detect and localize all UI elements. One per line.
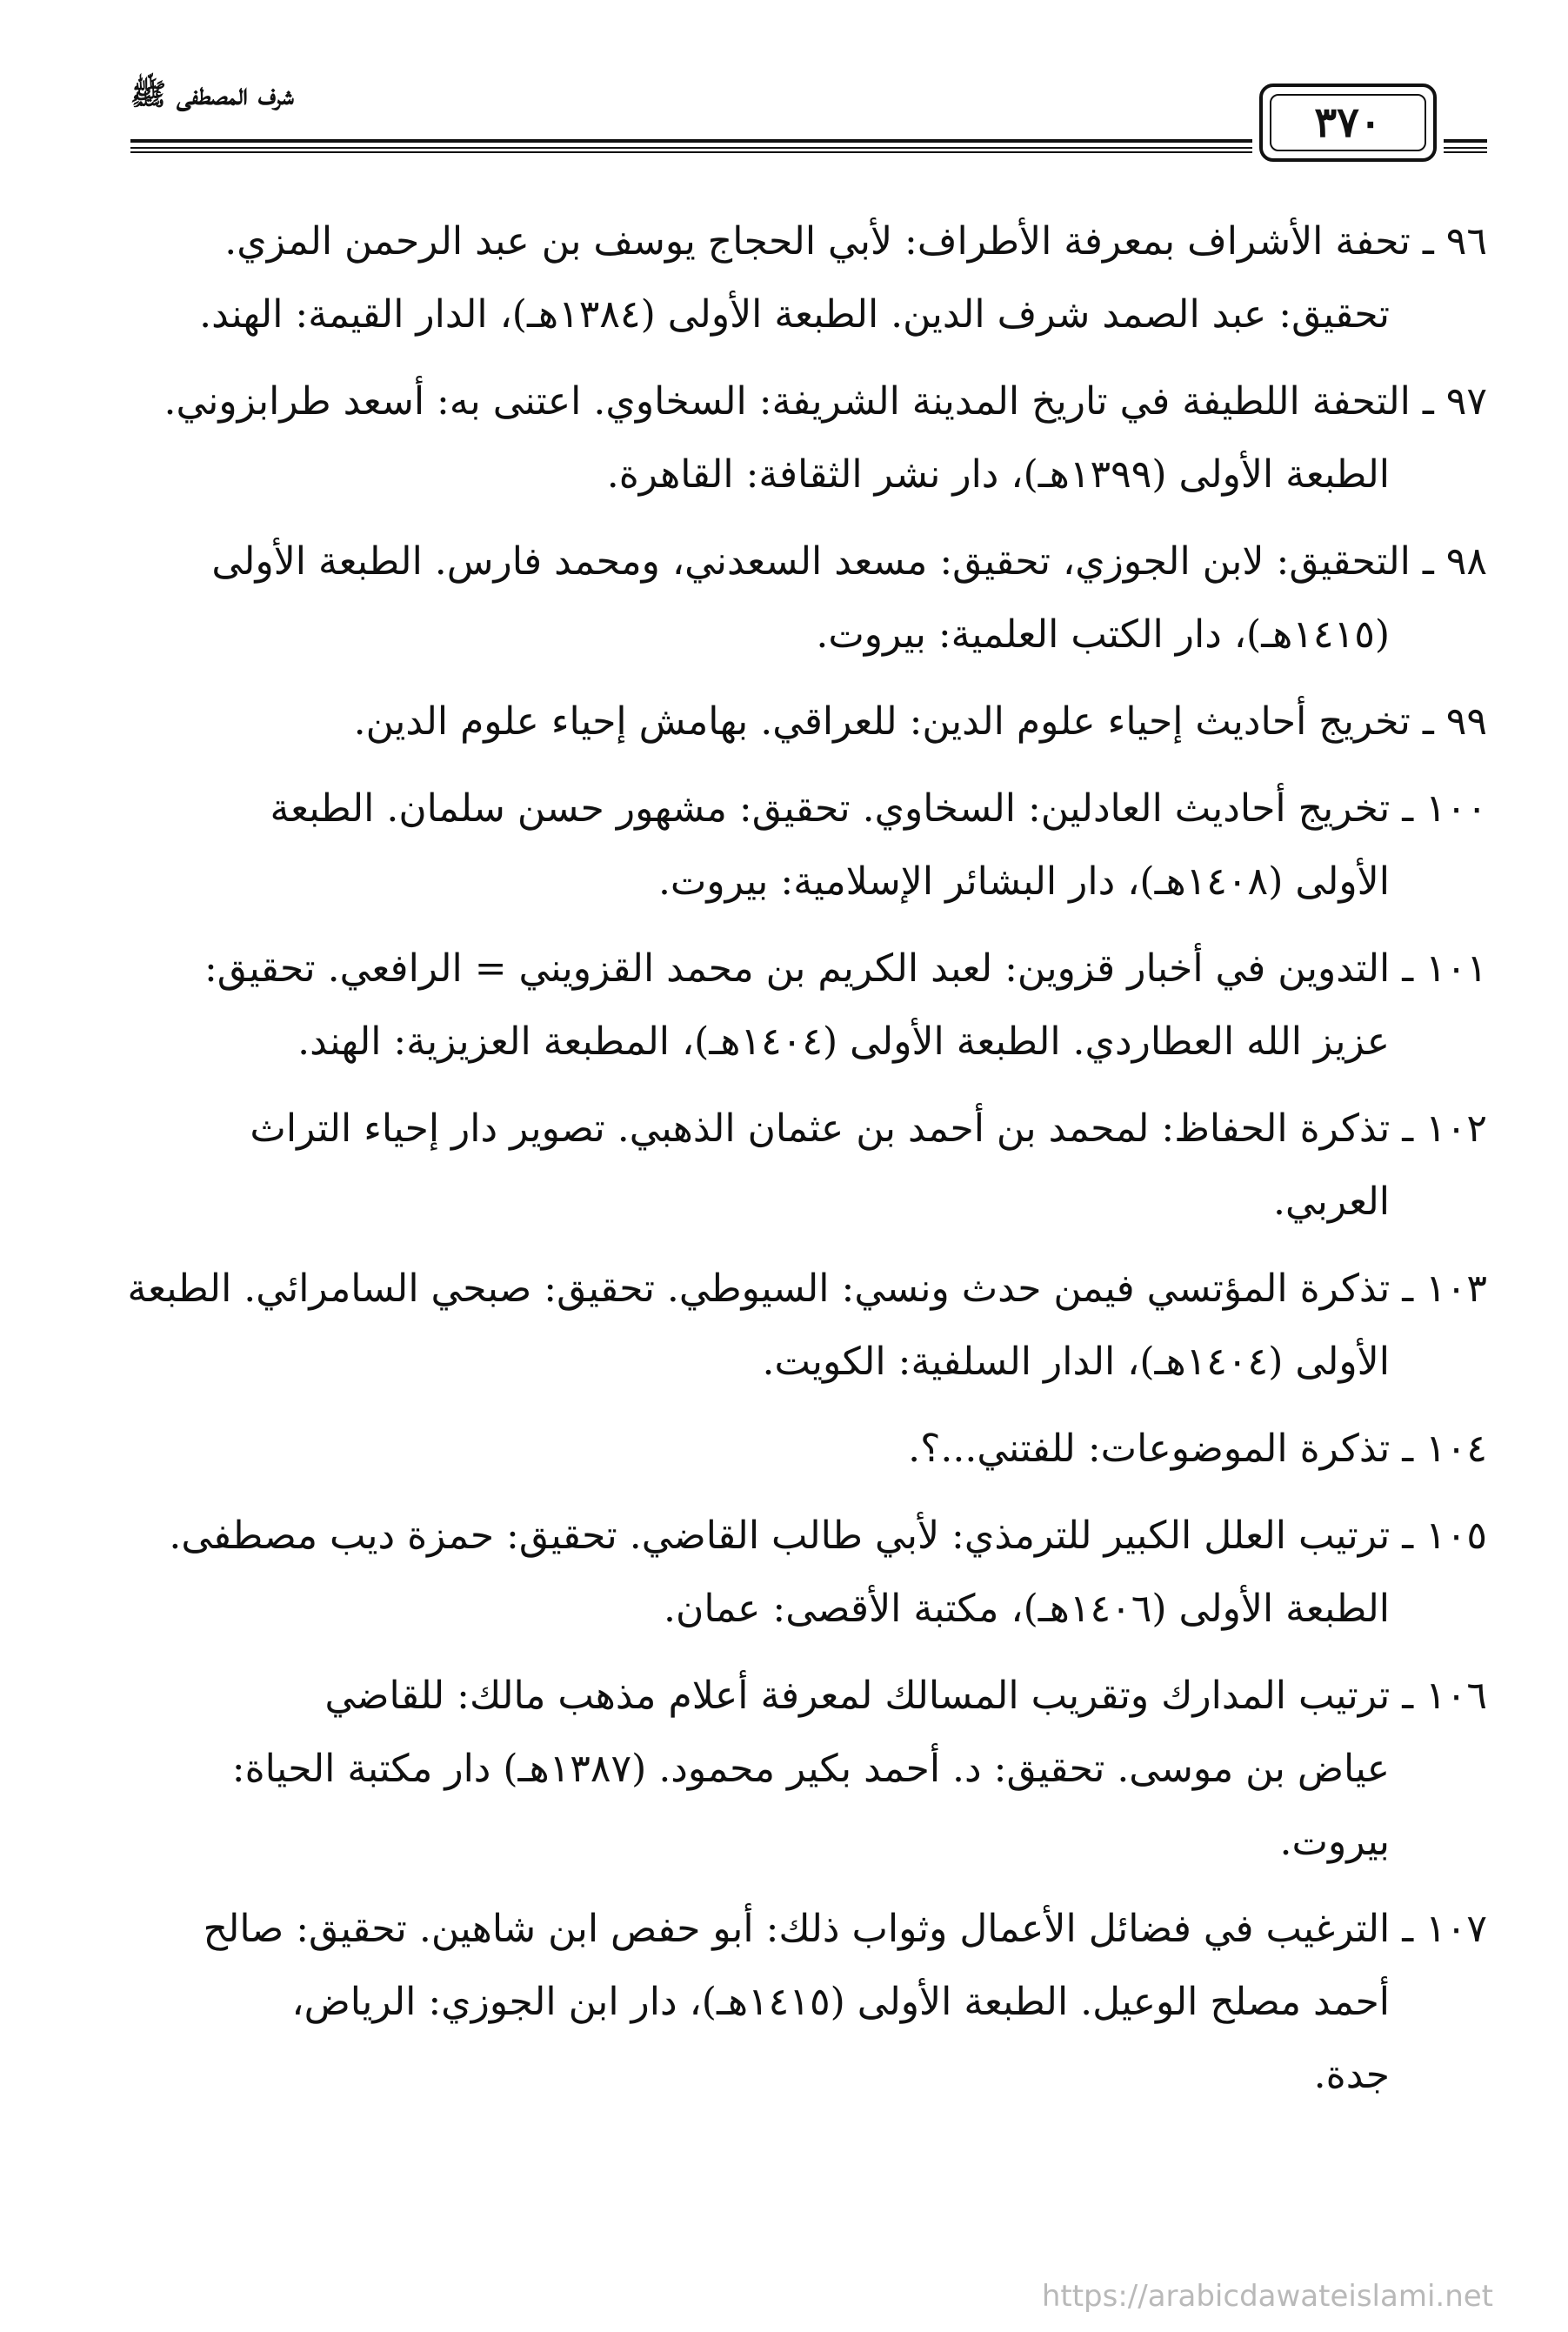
entry-line: ٩٦ ـ تحفة الأشراف بمعرفة الأطراف: لأبي الحجاج يوسف بن عبد الرحمن المزي. <box>224 219 1487 264</box>
bibliography-entry <box>130 1092 1487 1239</box>
bibliography-list <box>127 205 1487 2126</box>
bibliography-entry <box>130 365 1487 511</box>
entry-line: ١٠١ ـ التدوين في أخبار قزوين: لعبد الكريم بن محمد القزويني = الرافعي. تحقيق: <box>204 946 1487 991</box>
entry-line: ١٠٠ ـ تخريج أحاديث العادلين: السخاوي. تحقيق: مشهور حسن سلمان. الطبعة <box>270 786 1487 831</box>
entry-line: ١٠٣ ـ تذكرة المؤتسي فيمن حدث ونسي: السيوطي. تحقيق: صبحي السامرائي. الطبعة <box>127 1266 1487 1311</box>
bibliography-entry <box>130 1413 1487 1486</box>
header-rule-right <box>1444 139 1487 153</box>
entry-line: ١٠٧ ـ الترغيب في فضائل الأعمال وثواب ذلك: أبو حفص ابن شاهين. تحقيق: صالح <box>203 1907 1487 1951</box>
entry-line: العربي. <box>1272 1179 1390 1224</box>
entry-line: ١٠٤ ـ تذكرة الموضوعات: للفتني...؟. <box>908 1427 1487 1471</box>
bibliography-entry <box>130 685 1487 758</box>
entry-line: تحقيق: عبد الصمد شرف الدين. الطبعة الأولى (١٣٨٤هـ)، الدار القيمة: الهند. <box>199 292 1390 337</box>
entry-line: بيروت. <box>1279 1820 1390 1864</box>
page-header <box>130 61 1487 174</box>
entry-line: عزيز الله العطاردي. الطبعة الأولى (١٤٠٤هـ)، المطبعة العزيزية: الهند. <box>297 1019 1390 1064</box>
entry-line: أحمد مصلح الوعيل. الطبعة الأولى (١٤١٥هـ)، دار ابن الجوزي: الرياض، <box>291 1980 1390 2024</box>
bibliography-entry <box>130 205 1487 351</box>
entry-line: الأولى (١٤٠٤هـ)، الدار السلفية: الكويت. <box>762 1340 1390 1384</box>
bibliography-entry <box>127 1253 1487 1399</box>
entry-line: (١٤١٥هـ)، دار الكتب العلمية: بيروت. <box>816 612 1390 657</box>
entry-line: الطبعة الأولى (١٣٩٩هـ)، دار نشر الثقافة: القاهرة. <box>606 452 1390 497</box>
bibliography-entry <box>130 525 1487 672</box>
header-rule-left <box>130 139 1252 153</box>
watermark-url: https://arabicdawateislami.net <box>1041 2279 1493 2314</box>
bibliography-entry <box>130 772 1487 919</box>
bibliography-entry <box>130 1500 1487 1646</box>
entry-line: ١٠٥ ـ ترتيب العلل الكبير للترمذي: لأبي طالب القاضي. تحقيق: حمزة ديب مصطفى. <box>169 1513 1487 1558</box>
entry-line: جدة. <box>1313 2053 1390 2097</box>
entry-line: ٩٨ ـ التحقيق: لابن الجوزي، تحقيق: مسعد السعدني، ومحمد فارس. الطبعة الأولى <box>211 539 1487 584</box>
entry-line: ٩٩ ـ تخريج أحاديث إحياء علوم الدين: للعراقي. بهامش إحياء علوم الدين. <box>353 699 1487 744</box>
entry-line: عياض بن موسى. تحقيق: د. أحمد بكير محمود. (١٣٨٧هـ) دار مكتبة الحياة: <box>231 1747 1390 1791</box>
running-title: شرف المصطفى ﷺ <box>130 77 294 112</box>
bibliography-entry <box>130 1660 1487 1879</box>
entry-line: ٩٧ ـ التحفة اللطيفة في تاريخ المدينة الشريفة: السخاوي. اعتنى به: أسعد طرابزوني. <box>163 379 1487 424</box>
page-number: ٣٧٠ <box>1270 94 1426 151</box>
entry-line: ١٠٦ ـ ترتيب المدارك وتقريب المسالك لمعرفة أعلام مذهب مالك: للقاضي <box>324 1674 1487 1718</box>
entry-line: الطبعة الأولى (١٤٠٦هـ)، مكتبة الأقصى: عمان. <box>664 1587 1390 1631</box>
page-number-frame <box>1259 84 1437 162</box>
entry-line: ١٠٢ ـ تذكرة الحفاظ: لمحمد بن أحمد بن عثمان الذهبي. تصوير دار إحياء التراث <box>250 1106 1487 1151</box>
bibliography-entry <box>130 1893 1487 2112</box>
bibliography-entry <box>130 932 1487 1079</box>
entry-line: الأولى (١٤٠٨هـ)، دار البشائر الإسلامية: بيروت. <box>657 859 1390 904</box>
